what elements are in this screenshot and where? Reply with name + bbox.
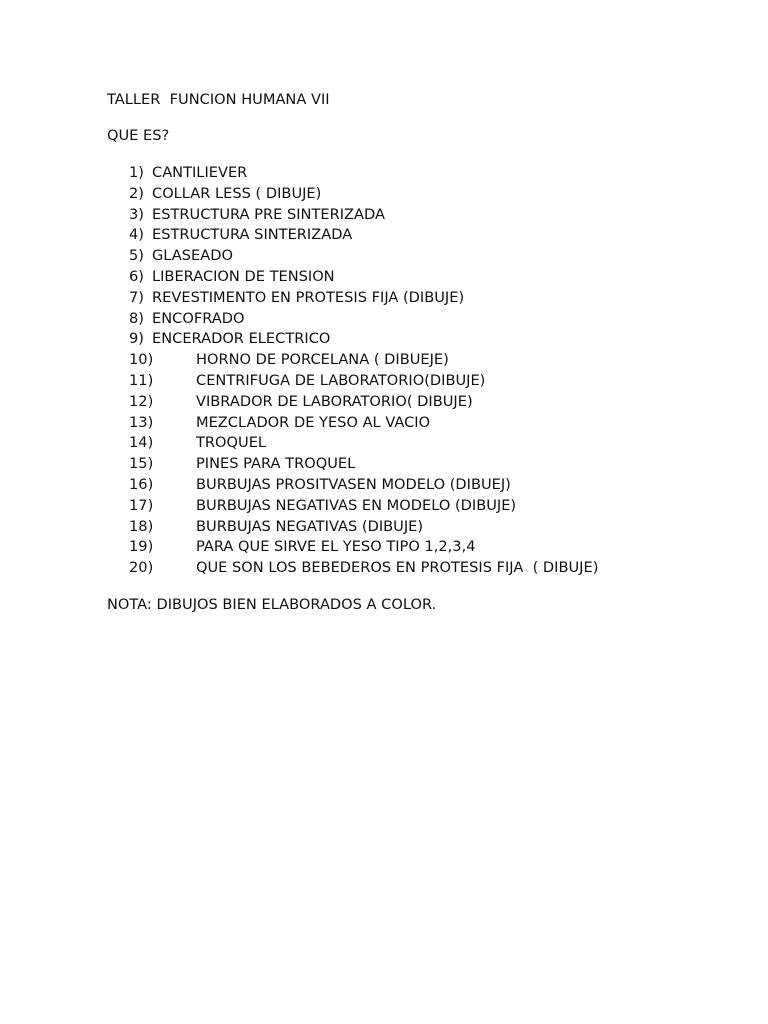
list-item — [0, 476, 768, 497]
item-text: TROQUEL — [196, 434, 267, 452]
item-number: 19) — [129, 538, 154, 556]
item-text: PARA QUE SIRVE EL YESO TIPO 1,2,3,4 — [196, 538, 476, 556]
item-text: MEZCLADOR DE YESO AL VACIO — [196, 413, 431, 431]
list-item — [0, 434, 768, 455]
list-item — [0, 185, 768, 206]
item-text: LIBERACION DE TENSION — [152, 267, 335, 285]
item-number: 15) — [129, 455, 154, 473]
list-item — [0, 310, 768, 331]
item-number: 5) — [129, 247, 144, 265]
item-text: ESTRUCTURA SINTERIZADA — [152, 226, 353, 244]
list-item — [0, 559, 768, 580]
item-number: 17) — [129, 496, 154, 514]
list-item — [0, 414, 768, 435]
note-text: NOTA: DIBUJOS BIEN ELABORADOS A COLOR. — [107, 596, 437, 613]
item-text: REVESTIMENTO EN PROTESIS FIJA (DIBUJE) — [152, 288, 465, 306]
item-number: 12) — [129, 392, 154, 410]
item-number: 11) — [129, 371, 154, 389]
item-number: 14) — [129, 434, 154, 452]
item-number: 18) — [129, 517, 154, 535]
document-title: TALLER FUNCION HUMANA VII — [107, 91, 330, 108]
question-list — [0, 164, 768, 580]
item-text: BURBUJAS NEGATIVAS EN MODELO (DIBUJE) — [196, 496, 517, 514]
item-number: 6) — [129, 267, 144, 285]
list-item — [0, 206, 768, 227]
item-text: COLLAR LESS ( DIBUJE) — [152, 184, 322, 202]
item-text: GLASEADO — [152, 247, 233, 265]
list-item — [0, 268, 768, 289]
item-number: 20) — [129, 559, 154, 577]
list-item — [0, 330, 768, 351]
item-number: 8) — [129, 309, 144, 327]
list-item — [0, 455, 768, 476]
item-text: BURBUJAS NEGATIVAS (DIBUJE) — [196, 517, 424, 535]
item-number: 13) — [129, 413, 154, 431]
item-text: CENTRIFUGA DE LABORATORIO(DIBUJE) — [196, 371, 486, 389]
item-text: PINES PARA TROQUEL — [196, 455, 356, 473]
item-text: QUE SON LOS BEBEDEROS EN PROTESIS FIJA ( DIBUJE) — [196, 559, 599, 577]
item-number: 2) — [129, 184, 144, 202]
list-item — [0, 226, 768, 247]
item-number: 1) — [129, 164, 144, 181]
list-item — [0, 351, 768, 372]
item-text: HORNO DE PORCELANA ( DIBUEJE) — [196, 351, 449, 369]
list-item — [0, 289, 768, 310]
item-text: ESTRUCTURA PRE SINTERIZADA — [152, 205, 385, 223]
list-item — [0, 518, 768, 539]
item-number: 16) — [129, 475, 154, 493]
item-number: 7) — [129, 288, 144, 306]
list-item — [0, 538, 768, 559]
item-number: 10) — [129, 351, 154, 369]
item-text: ENCERADOR ELECTRICO — [152, 330, 331, 348]
item-number: 4) — [129, 226, 144, 244]
list-item — [0, 497, 768, 518]
item-text: ENCOFRADO — [152, 309, 245, 327]
item-text: BURBUJAS PROSITVASEN MODELO (DIBUEJ) — [196, 475, 511, 493]
item-text: VIBRADOR DE LABORATORIO( DIBUJE) — [196, 392, 473, 410]
list-item — [0, 372, 768, 393]
list-item — [0, 247, 768, 268]
list-item — [0, 393, 768, 414]
item-number: 9) — [129, 330, 144, 348]
item-text: CANTILIEVER — [152, 164, 248, 181]
item-number: 3) — [129, 205, 144, 223]
question-heading: QUE ES? — [107, 127, 170, 144]
list-item — [0, 164, 768, 185]
